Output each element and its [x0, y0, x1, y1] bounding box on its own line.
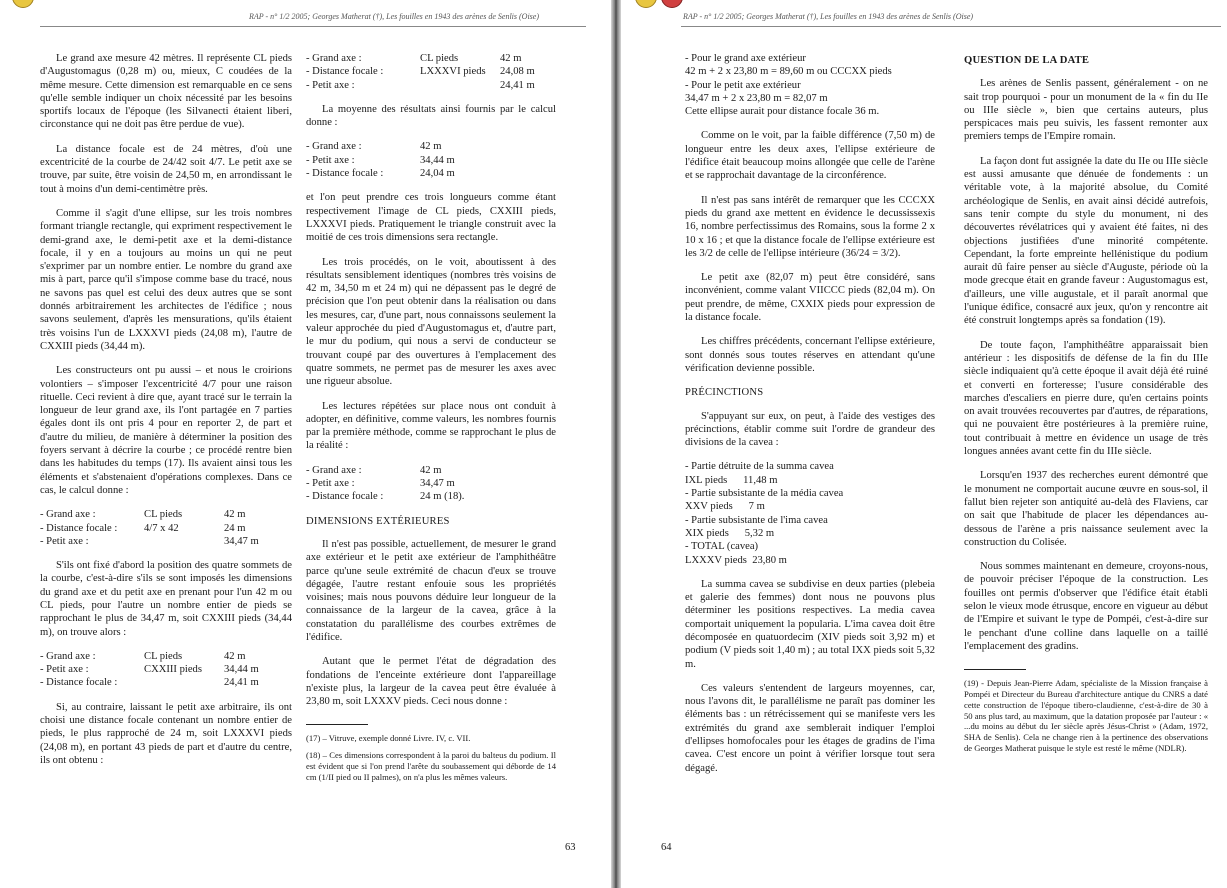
paragraph: Le petit axe (82,07 m) peut être considéré, sans inconvénient, comme valant VIICCC pieds (82,04 m). On peut prendre, de même, CXXIX pieds pour expression de la distance focale. [685, 272, 935, 324]
footnote: (19) - Depuis Jean-Pierre Adam, spécialiste de la Mission française à Pompéi et Directeur du Bureau d'architecture antique du CNRS a daté cette construction de l'époque tibero-claudienne, c'est-à-dire de 30 à 50 ans plus tard, au maximum, que la datation proposée par l'auteur : « ...du moins au début du Ier siècle après Jésus-Christ » (Adam, 1972, SHA de Senlis). Cela ne change rien à la pertinence des observations de Georges Matherat puisque le style est resté le même (NDLR). [964, 678, 1208, 753]
page-number: 64 [661, 842, 672, 853]
bookmark-icon[interactable] [635, 0, 657, 8]
calc-table [40, 650, 292, 690]
paragraph: Si, au contraire, laissant le petit axe arbitraire, ils ont choisi une distance focale contenant un nombre entier de pieds, le plus rapproché de 24 m, soit LXXXVI pieds (24,08 m), en portant 43 pieds de part et d'autre du centre, ils ont obtenu : [40, 701, 292, 766]
calc-line: 42 m + 2 x 23,80 m = 89,60 m ou CCCXX pieds [685, 66, 892, 78]
table-row: - Distance focale : 24,04 m [306, 168, 455, 180]
section-heading: DIMENSIONS EXTÉRIEURES [306, 515, 450, 527]
paragraph: Il n'est pas sans intérêt de remarquer que les CCCXX pieds du grand axe mettent en évidence le decussissexis 16, nombre perfectissimus des Romains, sous la forme 2 x 10 x 16 ; et que la distance focale de l'ellipse extérieure est les 3/2 de celle de l'ellipse intérieure (36/24 = 3/2). [685, 194, 935, 259]
paragraph: La façon dont fut assignée la date du IIe ou IIIe siècle est aussi amusante que dénuée de fondements : un véritable vote, à la majorité absolue, du Comité archéologique de Senlis, en avait ainsi décidé autrefois, sans tenir compte du style du monument, ni des découvertes révélatrices qui y avaient été faites, ni des objections justifiées d'une minorité compétente. Cependant, la forte empreinte hellénistique du podium aurait dû faire penser au siècle d'Auguste, période où la mode grecque était en grande faveur : Augustomagus est, d'ailleurs, une ville augustale, et il paraît anormal que l'unique édifice, consacré aux jeux, qu'on y rencontre ait été construit longtemps après sa fondation (19). [964, 155, 1208, 327]
calc-line: 34,47 m + 2 x 23,80 m = 82,07 m [685, 92, 828, 104]
calc-line: Cette ellipse aurait pour distance focale 36 m. [685, 106, 880, 118]
table-row: - Distance focale : 4/7 x 42 24 m [40, 522, 246, 534]
paragraph: Les constructeurs ont pu aussi – et nous le croirions volontiers – s'imposer l'excentricité 4/7 pour une raison rituelle. Ceci revient à dire que, ayant tracé sur le terrain la longueur de leur grand axe, ils l'ont partagée en 7 parties égales dont ils ont pris 4 pour en reporter 2, de part et d'autre du milieu, de manière à déterminer la position des foyers servant à décrire la courbe ; ce procédé rentre bien dans les habitudes du temps (17). Ils avaient ainsi tous les éléments et s'abstenaient d'opérations complexes. Dans ce cas, le calcul donne : [40, 365, 292, 496]
calc-line: - Partie subsistante de l'ima cavea [685, 514, 828, 526]
header-rule [40, 26, 586, 27]
bookmark-icon[interactable] [12, 0, 34, 8]
paragraph: S'ils ont fixé d'abord la position des quatre sommets de la courbe, c'est-à-dire s'ils se sont imposés les dimensions du grand axe et du petit axe en prenant pour l'un 42 m ou CL pieds, pour l'autre un nombre entier de pieds se rapprochant le plus de 34,47 m, soit CXXIII pieds (34,44 m), on trouve alors : [40, 560, 292, 638]
paragraph: Comme il s'agit d'une ellipse, sur les trois nombres formant triangle rectangle, qui expriment respectivement le demi-grand axe, le demi-petit axe et la demi-distance focale, il y en a toujours au moins un qui ne peut s'exprimer par un nombre entier. Le nombre du grand axe mis à part, parce qu'il s'impose comme base du tracé, nous ne savons pas quel est celui des deux autres que se sont donnés arbitrairement les architectes de l'édifice ; nous savons seulement, d'après les mensurations, qu'ils étaient très voisins l'un de LXXXVI pieds (24,08 m), l'autre de CXXIII pieds (34,44 m). [40, 207, 292, 352]
paragraph: S'appuyant sur eux, on peut, à l'aide des vestiges des précinctions, établir comme suit l'ordre de grandeur des divisions de la cavea : [685, 410, 935, 449]
paragraph: Autant que le permet l'état de dégradation des fondations de l'enceinte extérieure dont l'appareillage n'existe plus, la largeur de la cavea peut être évaluée à 23,80 m, soit LXXXV pieds. Ceci nous donne : [306, 656, 556, 708]
page-number: 63 [565, 842, 576, 853]
calc-line: - Pour le grand axe extérieur [685, 53, 806, 64]
table-row: - Petit axe : 34,47 m [40, 535, 259, 547]
right-column-2 [964, 52, 1208, 760]
calc-line: XXV pieds 7 m [685, 501, 765, 513]
note-icon[interactable] [661, 0, 683, 8]
calc-line: LXXXV pieds 23,80 m [685, 554, 787, 566]
section-heading: PRÉCINCTIONS [685, 387, 764, 399]
table-row: - Grand axe : CL pieds 42 m [40, 650, 246, 662]
paragraph: Le grand axe mesure 42 mètres. Il représente CL pieds d'Augustomagus (0,28 m) ou, mieux, C coudées de la même mesure. Cette dimension est remarquable en ce sens qu'elle semble indiquer un choix nécessité par les besoins sportifs locaux de l'époque (les Silvanecti étaient liberi, circonstance qui ne doit pas être perdue de vue). [40, 53, 292, 131]
calc-line: - Partie détruite de la summa cavea [685, 461, 834, 473]
paragraph: Les arènes de Senlis passent, généralement - on ne sait trop pourquoi - pour un monument de la « fin du IIe ou IIIe siècle », bien que certains auteurs, plus perspicaces mais peu suivis, les fassent remonter aux premiers temps de l'Empire romain. [964, 78, 1208, 143]
footnote-rule [306, 724, 368, 725]
calc-line: - Partie subsistante de la média cavea [685, 488, 844, 500]
calc-table [306, 52, 556, 92]
table-row: - Grand axe : 42 m [306, 141, 442, 153]
paragraph: Les lectures répétées sur place nous ont conduit à adopter, en définitive, comme valeurs, les nombres fournis par la première méthode, comme se rapprochant le plus de la réalité : [306, 400, 556, 452]
table-row: - Petit axe : CXXIII pieds 34,44 m [40, 664, 259, 676]
page-64 [621, 0, 1227, 888]
calc-lines [685, 52, 935, 118]
table-row: - Grand axe : CL pieds 42 m [306, 53, 522, 64]
calc-table [40, 508, 292, 548]
table-row: - Distance focale : 24 m (18). [306, 491, 465, 503]
paragraph: Comme on le voit, par la faible différence (7,50 m) de longueur entre les deux axes, l'ellipse extérieure de l'édifice était beaucoup moins allongée que celle de l'arène et se rapprochait davantage de la circonférence. [685, 130, 935, 182]
calc-lines [685, 460, 935, 566]
calc-table [306, 140, 556, 180]
paragraph: La summa cavea se subdivise en deux parties (plebeia et galerie des femmes) dont nous ne pouvons plus déterminer les positions respectives. La media cavea comportait uniquement la popularia. L'ima cavea doit être décomposée en quatuordecim (XIV pieds soit 3,92 m) et podium (V pieds soit 1,40 m) ; au total IXX pieds soit 5,32 m. [685, 578, 935, 670]
table-row: - Distance focale : 24,41 m [40, 677, 259, 689]
running-head: RAP - n° 1/2 2005; Georges Matherat (†), Les fouilles en 1943 des arènes de Senlis (Oise) [248, 12, 539, 21]
paragraph: et l'on peut prendre ces trois longueurs comme étant respectivement l'image de CL pieds, CXXIII pieds, LXXXVI pieds. Pratiquement le triangle construit avec la moitié de ces trois dimensions sera rectangle. [306, 192, 556, 244]
right-column-1 [685, 52, 935, 786]
table-row: - Petit axe : 24,41 m [306, 79, 535, 91]
paragraph: Nous sommes maintenant en demeure, croyons-nous, de pouvoir préciser l'époque de la construction. Les fouilles ont permis d'observer que l'édifice était établi selon le vieux mode étrusque, encore en vigueur au début de l'Empire et suivant le type de Pompéi, c'est-à-dire sur le penchant d'une colline dans laquelle on a taillé l'emplacement des gradins. [964, 561, 1208, 652]
paragraph: Les chiffres précédents, concernant l'ellipse extérieure, sont donnés sous toutes réserves en attendant qu'une vérification devienne possible. [685, 336, 935, 374]
table-row: - Grand axe : CL pieds 42 m [40, 509, 246, 521]
calc-line: IXL pieds 11,48 m [685, 474, 778, 486]
footnote: (17) – Vitruve, exemple donné Livre. IV, c. VII. [306, 733, 471, 744]
left-column-2 [306, 52, 556, 789]
section-heading: QUESTION DE LA DATE [964, 55, 1090, 66]
calc-table [306, 464, 556, 504]
calc-line: - Pour le petit axe extérieur [685, 79, 801, 91]
running-head: RAP - n° 1/2 2005; Georges Matherat (†), Les fouilles en 1943 des arènes de Senlis (Oise) [683, 12, 974, 21]
header-rule [681, 26, 1221, 27]
calc-line: - TOTAL (cavea) [685, 541, 759, 553]
page-63 [0, 0, 611, 888]
table-row: - Grand axe : 42 m [306, 464, 442, 476]
paragraph: Lorsqu'en 1937 des recherches eurent démontré que le monument ne comportait aucune œuvre en sous-sol, il fallut bien rejeter son antiquité au-delà des Flaviens, car on sait que l'habitude de placer les dépendances au-dessous de l'arène a pris naissance seulement avec la construction du Colisée. [964, 470, 1208, 548]
paragraph: De toute façon, l'amphithéâtre apparaissait bien antérieur : les dispositifs de défense de la fin du IIIe siècle indiquaient qu'à cette époque il avait déjà été ruiné et converti en forteresse; l'usure considérable des marches d'escaliers en pierre dure, qu'en certains points on avait trouvées recouvertes par d'autres, de réparations, qui ne pouvaient être postérieures à la première ruine, tout contribuait à mettre en évidence un usage de très longues années avant cette fin du IIIe siècle. [964, 339, 1208, 458]
paragraph: La moyenne des résultats ainsi fournis par le calcul donne : [306, 103, 556, 129]
left-column-1 [40, 52, 292, 778]
table-row: - Petit axe : 34,44 m [306, 154, 455, 166]
paragraph: Les trois procédés, on le voit, aboutissent à des résultats sensiblement identiques (nombres très voisins de 42 m, 34,50 m et 24 m) qui ne dépassent pas le degré de précision que l'on peut obtenir dans la réalisation ou dans les mesures, car, d'une part, nous connaissons seulement la valeur approchée du pied d'Augustomagus et, d'autre part, le mur du podium, qui nous a servi de conducteur se trouvant coupé par des ouvertures à l'emplacement des quatre sommets, ne permet pas de mesurer les axes avec une rigueur absolue. [306, 256, 556, 388]
paragraph: Il n'est pas possible, actuellement, de mesurer le grand axe extérieur et le petit axe extérieur de l'amphithéâtre parce qu'une seule extrémité de chacun d'eux se trouve dégagée, l'autre restant enfouie sous les propriétés voisines; mais nous pouvons déduire leur longueur de la connaissance de la largeur de la cavea, grâce à la constatation du parallélisme des courbes extrêmes de l'édifice. [306, 538, 556, 643]
footnote: (18) – Ces dimensions correspondent à la paroi du balteus du podium. Il est évident que si l'on prend l'arête du soubassement qui déborde de 14 cm (1/II pied ou II palmes), on n'a plus les mêmes valeurs. [306, 750, 556, 782]
paragraph: La distance focale est de 24 mètres, d'où une excentricité de la courbe de 24/42 soit 4/7. Le petit axe se trouve, par suite, être voisin de 24,50 m, en arrondissant le tout à moins d'un demi-centimètre près. [40, 143, 292, 195]
table-row: - Petit axe : 34,47 m [306, 478, 455, 490]
paragraph: Ces valeurs s'entendent de largeurs moyennes, car, nous l'avons dit, le parallélisme ne paraît pas dominer les éléments bas : un rétrécissement qui se manifeste vers les extrémités du grand axe semblerait indiquer l'emploi d'ellipses homofocales pour les étages de gradins de l'ima cavea. C'est encore un point à vérifier lorsque tout sera dégagé. [685, 682, 935, 774]
footnote-rule [964, 669, 1026, 670]
table-row: - Distance focale : LXXXVI pieds 24,08 m [306, 66, 535, 78]
book-gutter [611, 0, 621, 888]
calc-line: XIX pieds 5,32 m [685, 527, 775, 539]
